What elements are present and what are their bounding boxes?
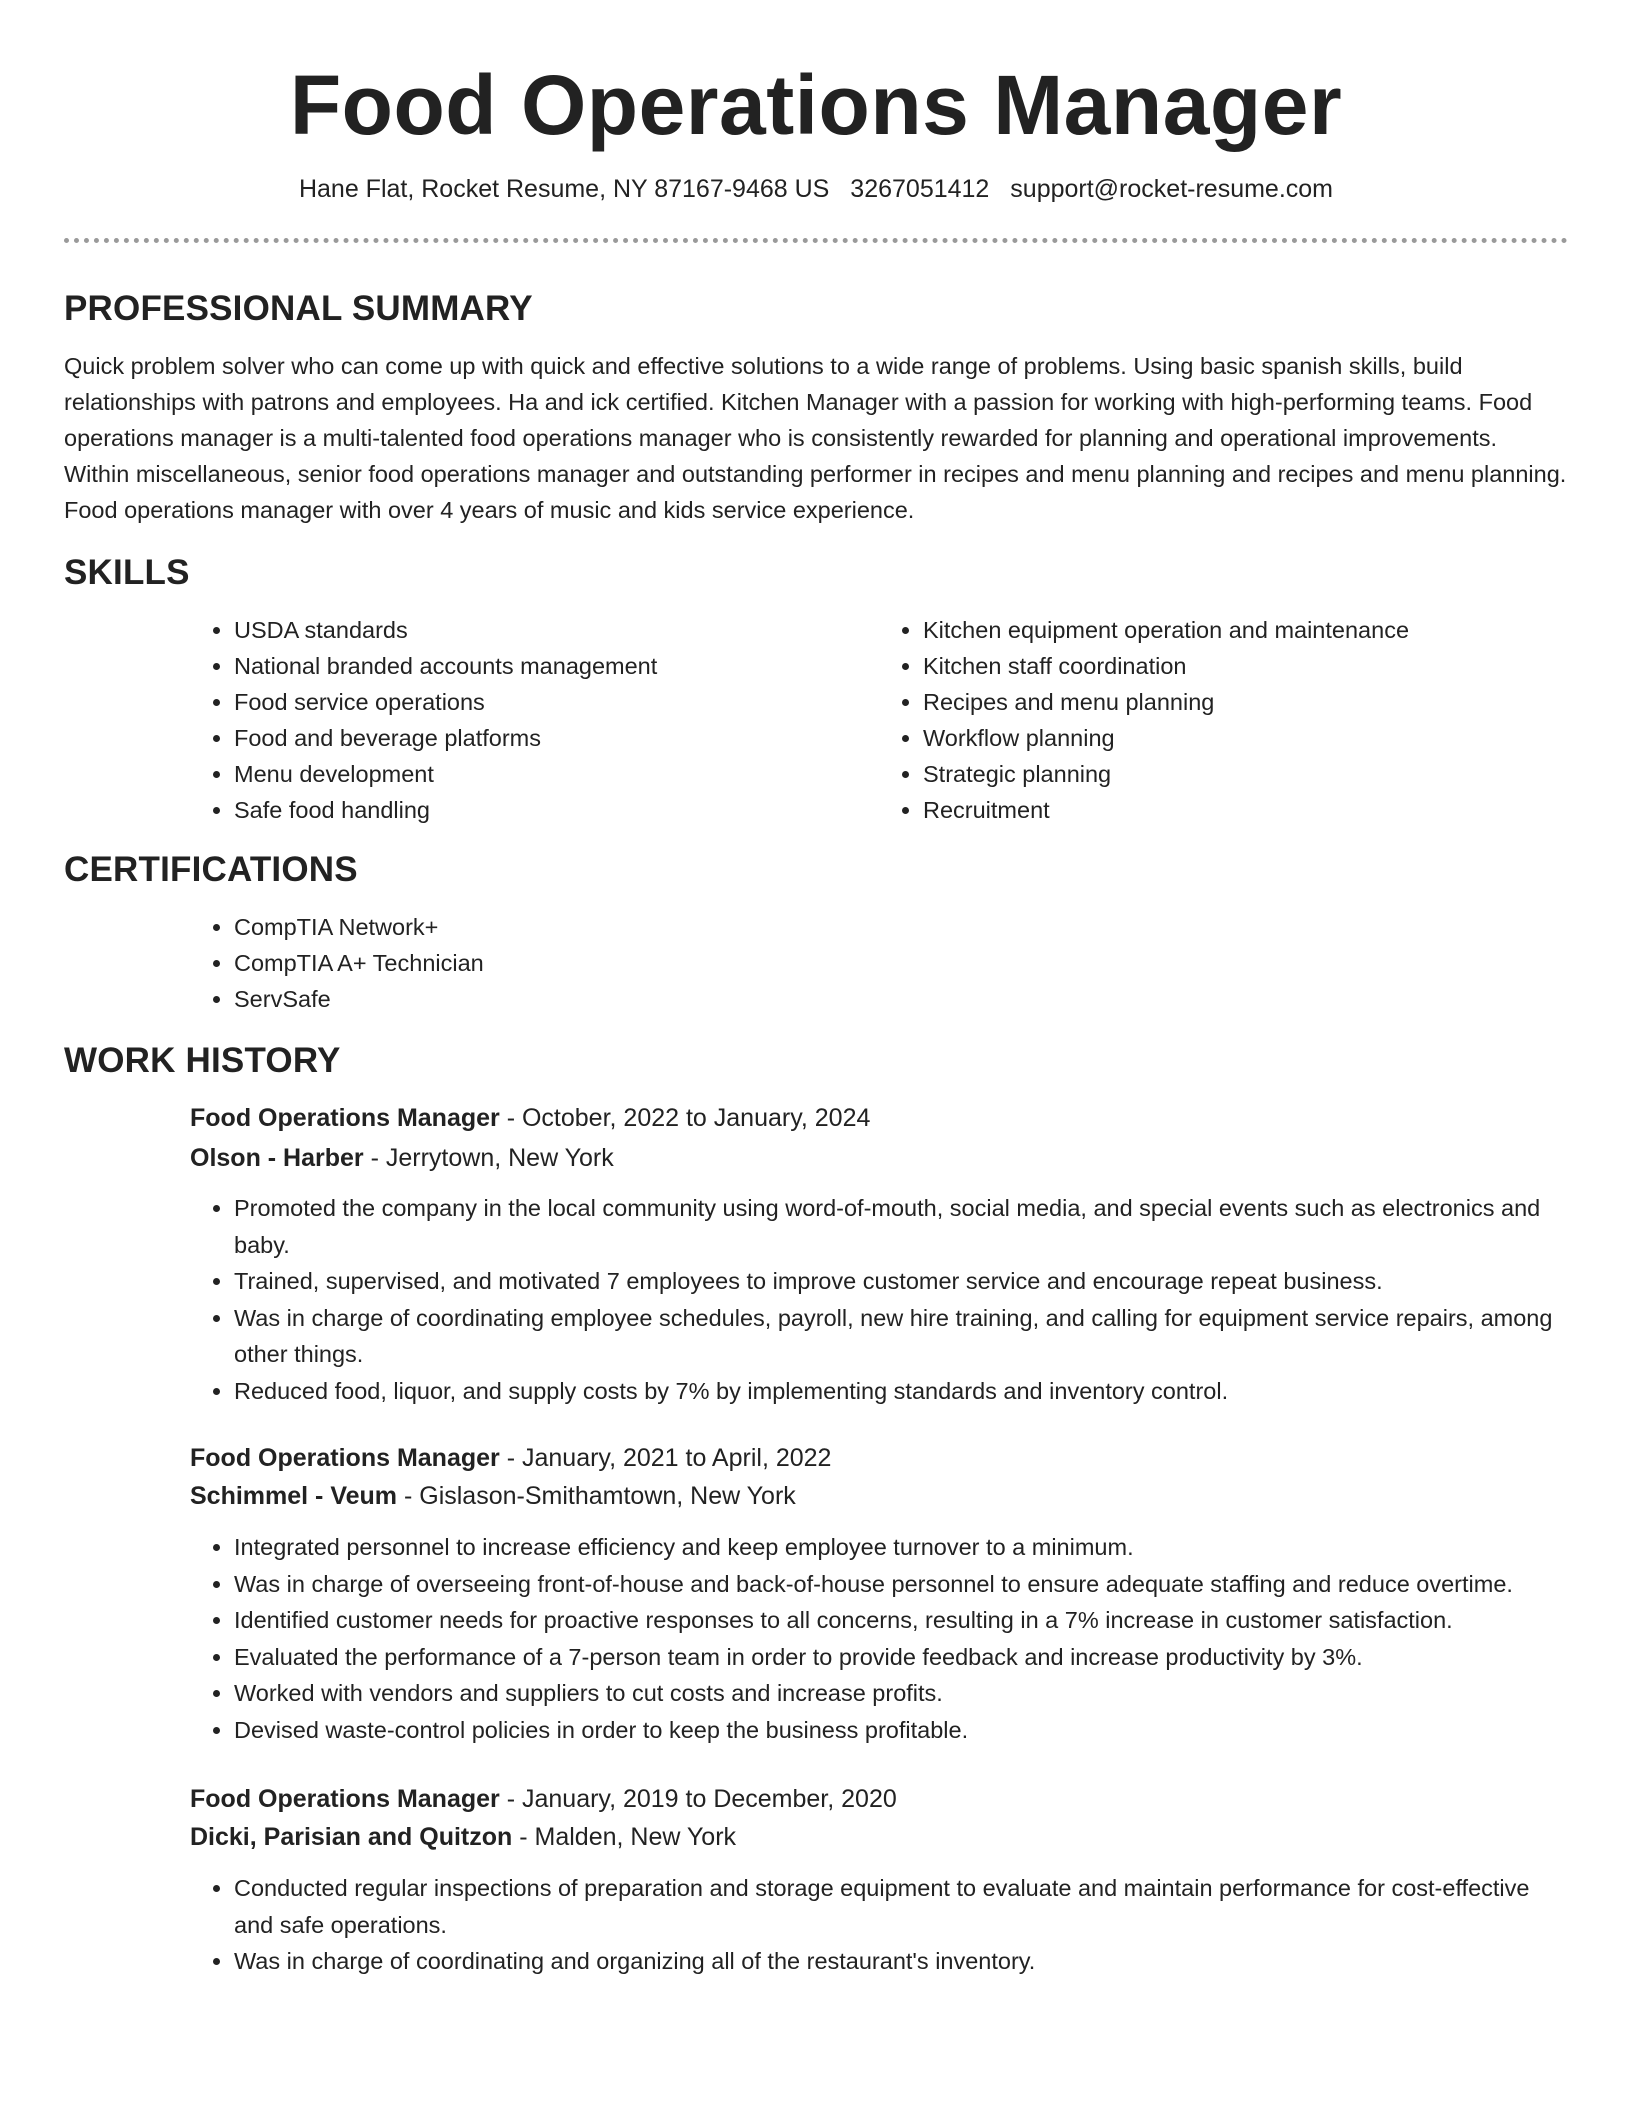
skill-item: • Workflow planning [923,720,1568,756]
certification-item: • CompTIA A+ Technician [234,945,1568,981]
job-bullet: • Devised waste-control policies in order to keep the business profitable. [234,1712,1568,1749]
job-bullet: • Promoted the company in the local community using word-of-mouth, social media, and special events such as electronics and baby. [234,1190,1568,1263]
contact-email: support@rocket-resume.com [1010,175,1334,203]
job-company-line [190,1477,1568,1515]
work-history-heading: WORK HISTORY [64,1041,341,1080]
resume-name: Food Operations Manager [289,58,1343,152]
certifications-heading: CERTIFICATIONS [64,850,358,889]
job-location: - Jerrytown, New York [363,1144,614,1172]
job-company-line [190,1818,1568,1856]
skill-item: • USDA standards [234,612,879,648]
job-bullet: • Was in charge of overseeing front-of-house and back-of-house personnel to ensure adequate staffing and reduce overtime. [234,1566,1568,1603]
job-company: Olson - Harber [190,1144,364,1172]
job-bullet: • Integrated personnel to increase efficiency and keep employee turnover to a minimum. [234,1529,1568,1566]
job-bullets [190,1870,1568,1980]
job-role-line [190,1780,1568,1818]
contact-address: Hane Flat, Rocket Resume, NY 87167-9468 US [298,175,830,203]
certifications-list [190,909,1568,1017]
dotted-divider [64,238,1568,243]
job-dates: - January, 2021 to April, 2022 [499,1444,832,1472]
skills-heading: SKILLS [64,553,190,592]
job-role: Food Operations Manager [190,1444,500,1472]
job-dates: - January, 2019 to December, 2020 [499,1785,897,1813]
job-bullet: • Was in charge of coordinating employee schedules, payroll, new hire training, and calling for equipment service repairs, among other things. [234,1300,1568,1373]
skill-item: • Safe food handling [234,792,879,828]
summary-text: Quick problem solver who can come up with quick and effective solutions to a wide range of problems. Using basic spanish skills, build relationships with patrons and employees. Ha and ick certified. Kitchen Manager with a passion for working with high-performing teams. Food operations manager is a multi-talented food operations manager who is consistently rewarded for planning and operational improvements. Within miscellaneous, senior food operations manager and outstanding performer in recipes and menu planning and recipes and menu planning. Food operations manager with over 4 years of music and kids service experience. [64,353,1567,523]
skills-columns [190,612,1568,828]
job-role-line [190,1099,1568,1137]
contact-line [64,173,1568,205]
job-company: Schimmel - Veum [190,1482,398,1510]
job-location: - Gislason-Smithamtown, New York [397,1482,796,1510]
skill-item: • Strategic planning [923,756,1568,792]
job-company-line [190,1139,1568,1177]
summary-heading: PROFESSIONAL SUMMARY [64,289,533,328]
job-bullet: • Worked with vendors and suppliers to cut costs and increase profits. [234,1675,1568,1712]
job-bullet: • Reduced food, liquor, and supply costs by 7% by implementing standards and inventory control. [234,1373,1568,1410]
job-role: Food Operations Manager [190,1785,500,1813]
job-bullets [190,1529,1568,1748]
job-company: Dicki, Parisian and Quitzon [190,1823,513,1851]
skill-item: • Recipes and menu planning [923,684,1568,720]
skill-item: • Food and beverage platforms [234,720,879,756]
skill-item: • Menu development [234,756,879,792]
job-dates: - October, 2022 to January, 2024 [499,1104,871,1132]
skills-list-left [190,612,879,828]
job-bullet: • Identified customer needs for proactive responses to all concerns, resulting in a 7% increase in customer satisfaction. [234,1602,1568,1639]
job-bullets [190,1190,1568,1409]
job-entry [190,1780,1568,1980]
job-bullet: • Conducted regular inspections of preparation and storage equipment to evaluate and maintain performance for cost-effective and safe operations. [234,1870,1568,1943]
skill-item: • National branded accounts management [234,648,879,684]
certification-item: • ServSafe [234,981,1568,1017]
skills-list-right [879,612,1568,828]
skill-item: • Kitchen staff coordination [923,648,1568,684]
job-role: Food Operations Manager [190,1104,500,1132]
job-entry [190,1439,1568,1748]
skill-item: • Food service operations [234,684,879,720]
skill-item: • Recruitment [923,792,1568,828]
job-entry [190,1099,1568,1409]
job-bullet: • Evaluated the performance of a 7-person team in order to provide feedback and increase productivity by 3%. [234,1639,1568,1676]
job-role-line [190,1439,1568,1477]
job-bullet: • Trained, supervised, and motivated 7 employees to improve customer service and encourage repeat business. [234,1263,1568,1300]
skill-item: • Kitchen equipment operation and maintenance [923,612,1568,648]
job-location: - Malden, New York [512,1823,737,1851]
certification-item: • CompTIA Network+ [234,909,1568,945]
job-bullet: • Was in charge of coordinating and organizing all of the restaurant's inventory. [234,1943,1568,1980]
contact-phone: 3267051412 [850,175,990,203]
